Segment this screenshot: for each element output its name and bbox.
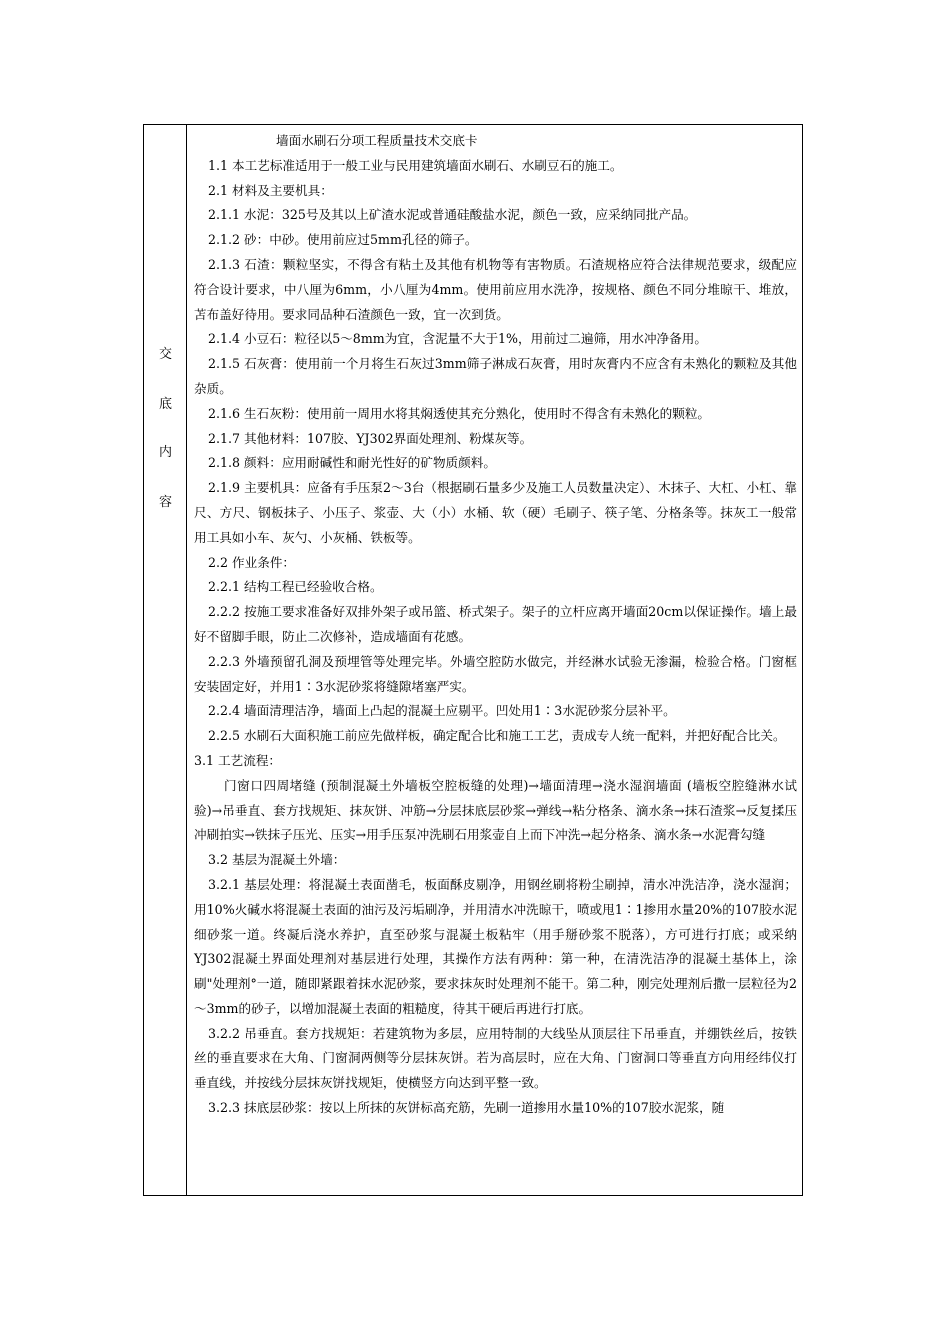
label-char-1: 交: [158, 347, 172, 362]
content-column: [194, 129, 797, 1121]
paragraph-3-2: 3.2 基层为混凝土外墙：: [208, 852, 346, 868]
paragraph-2-1-3: 2.1.3 石渣：颗粒坚实，不得含有粘土及其他有机物等有害物质。石渣规格应符合法律规范要求，级配应符合设计要求，中八厘为6mm，小八厘为4mm。使用前应用水洗净，按规格、颜色不同分堆晾干、堆放，苫布盖好待用。要求同品种石渣颜色一致，宜一次到货。: [194, 256, 797, 322]
paragraph-2-2-4: 2.2.4 墙面清理洁净，墙面上凸起的混凝土应剔平。凹处用1∶3水泥砂浆分层补平。: [208, 703, 676, 719]
paragraph-2-2-3: 2.2.3 外墙预留孔洞及预埋管等处理完毕。外墙空腔防水做完，并经淋水试验无渗漏，检验合格。门窗框安装固定好，并用1∶3水泥砂浆将缝隙堵塞严实。: [194, 653, 797, 694]
paragraph-2-1-4: 2.1.4 小豆石：粒径以5～8mm为宜，含泥量不大于1%，用前过二遍筛，用水冲净备用。: [208, 331, 707, 347]
paragraph-2-1-5: 2.1.5 石灰膏：使用前一个月将生石灰过3mm筛子淋成石灰膏，用时灰膏内不应含有未熟化的颗粒及其他杂质。: [194, 356, 797, 396]
paragraph-3-2-2: 3.2.2 吊垂直。套方找规矩：若建筑物为多层，应用特制的大线坠从顶层往下吊垂直，并绷铁丝后，按铁丝的垂直要求在大角、门窗洞两侧等分层抹灰饼。若为高层时，应在大角、门窗洞口等垂直方向用经纬仪打垂直线，并按线分层抹灰饼找规矩，使横竖方向达到平整一致。: [194, 1025, 797, 1091]
label-column: [144, 125, 187, 1195]
paragraph-2-2-2: 2.2.2 按施工要求准备好双排外架子或吊篮、桥式架子。架子的立杆应离开墙面20cm以保证操作。墙上最好不留脚手眼，防止二次修补，造成墙面有花感。: [194, 604, 797, 644]
disclosure-table: [143, 124, 803, 1196]
label-char-2: 底: [158, 397, 172, 412]
paragraph-3-2-1: 3.2.1 基层处理：将混凝土表面凿毛，板面酥皮剔净，用钢丝刷将粉尘刷掉，清水冲洗洁净，浇水湿润；用10%火碱水将混凝土表面的油污及污垢刷净，并用清水冲洗晾干，喷或甩1∶1掺用水量20%的107胶水泥细砂浆一道。终凝后浇水养护，直至砂浆与混凝土板粘牢（用手掰砂浆不脱落），方可进行打底；或采纳YJ302混凝土界面处理剂对基层进行处理，其操作方法有两种：第一种，在清洗洁净的混凝土基体上，涂刷"处理剂°一道，随即紧跟着抹水泥砂浆，要求抹灰时处理剂不能干。第二种，刚完处理剂后撒一层粒径为2～3mm的砂子，以增加混凝土表面的粗糙度，待其干硬后再进行打底。: [194, 876, 797, 1016]
paragraph-2-1-6: 2.1.6 生石灰粉：使用前一周用水将其焖透使其充分熟化，使用时不得含有未熟化的颗粒。: [208, 405, 711, 421]
paragraph-2-1: 2.1 材料及主要机具：: [208, 182, 333, 198]
paragraph-2-1-8: 2.1.8 颜料：应用耐碱性和耐光性好的矿物质颜料。: [208, 455, 496, 471]
paragraph-2-2: 2.2 作业条件：: [208, 554, 296, 570]
paragraph-2-2-5: 2.2.5 水刷石大面积施工前应先做样板，确定配合比和施工工艺，责成专人统一配料，并把好配合比关。: [208, 728, 786, 744]
label-char-4: 容: [158, 495, 172, 510]
paragraph-2-1-7: 2.1.7 其他材料：107胶、YJ302界面处理剂、粉煤灰等。: [208, 430, 533, 446]
process-flow: 门窗口四周堵缝 (预制混凝土外墙板空腔板缝的处理)→墙面清理→浇水湿润墙面 (墙板空腔缝淋水试验)→吊垂直、套方找规矩、抹灰饼、冲筋→分层抹底层砂浆→弹线→粘分格条、滴水条→抹石渣浆→反复揉压冲刷拍实→铁抹子压光、压实→用手压泵冲洗刷石用浆壶自上而下冲洗→起分格条、滴水条→水泥膏勾缝: [194, 777, 797, 843]
paragraph-2-2-1: 2.2.1 结构工程已经验收合格。: [208, 579, 383, 595]
paragraph-2-1-2: 2.1.2 砂：中砂。使用前应过5mm孔径的筛子。: [208, 232, 478, 248]
paragraph-1-1: 1.1 本工艺标准适用于一般工业与民用建筑墙面水刷石、水刷豆石的施工。: [208, 157, 623, 173]
label-char-3: 内: [158, 445, 172, 460]
paragraph-3-2-3: 3.2.3 抹底层砂浆：按以上所抹的灰饼标高充筋，先刷一道掺用水量10%的107胶水泥浆，随: [208, 1100, 725, 1116]
paragraph-2-1-1: 2.1.1 水泥：325号及其以上矿渣水泥或普通硅酸盐水泥，颜色一致，应采纳同批产品。: [208, 207, 697, 223]
paragraph-3-1: 3.1 工艺流程：: [194, 752, 282, 768]
document-title: 墙面水刷石分项工程质量技术交底卡: [276, 133, 478, 148]
paragraph-2-1-9: 2.1.9 主要机具：应备有手压泵2～3台（根据刷石量多少及施工人员数量决定）、木抹子、大杠、小杠、靠尺、方尺、钢板抹子、小压子、浆壶、大（小）水桶、软（硬）毛刷子、筷子笔、分格条等。抹灰工一般常用工具如小车、灰勺、小灰桶、铁板等。: [194, 480, 797, 545]
